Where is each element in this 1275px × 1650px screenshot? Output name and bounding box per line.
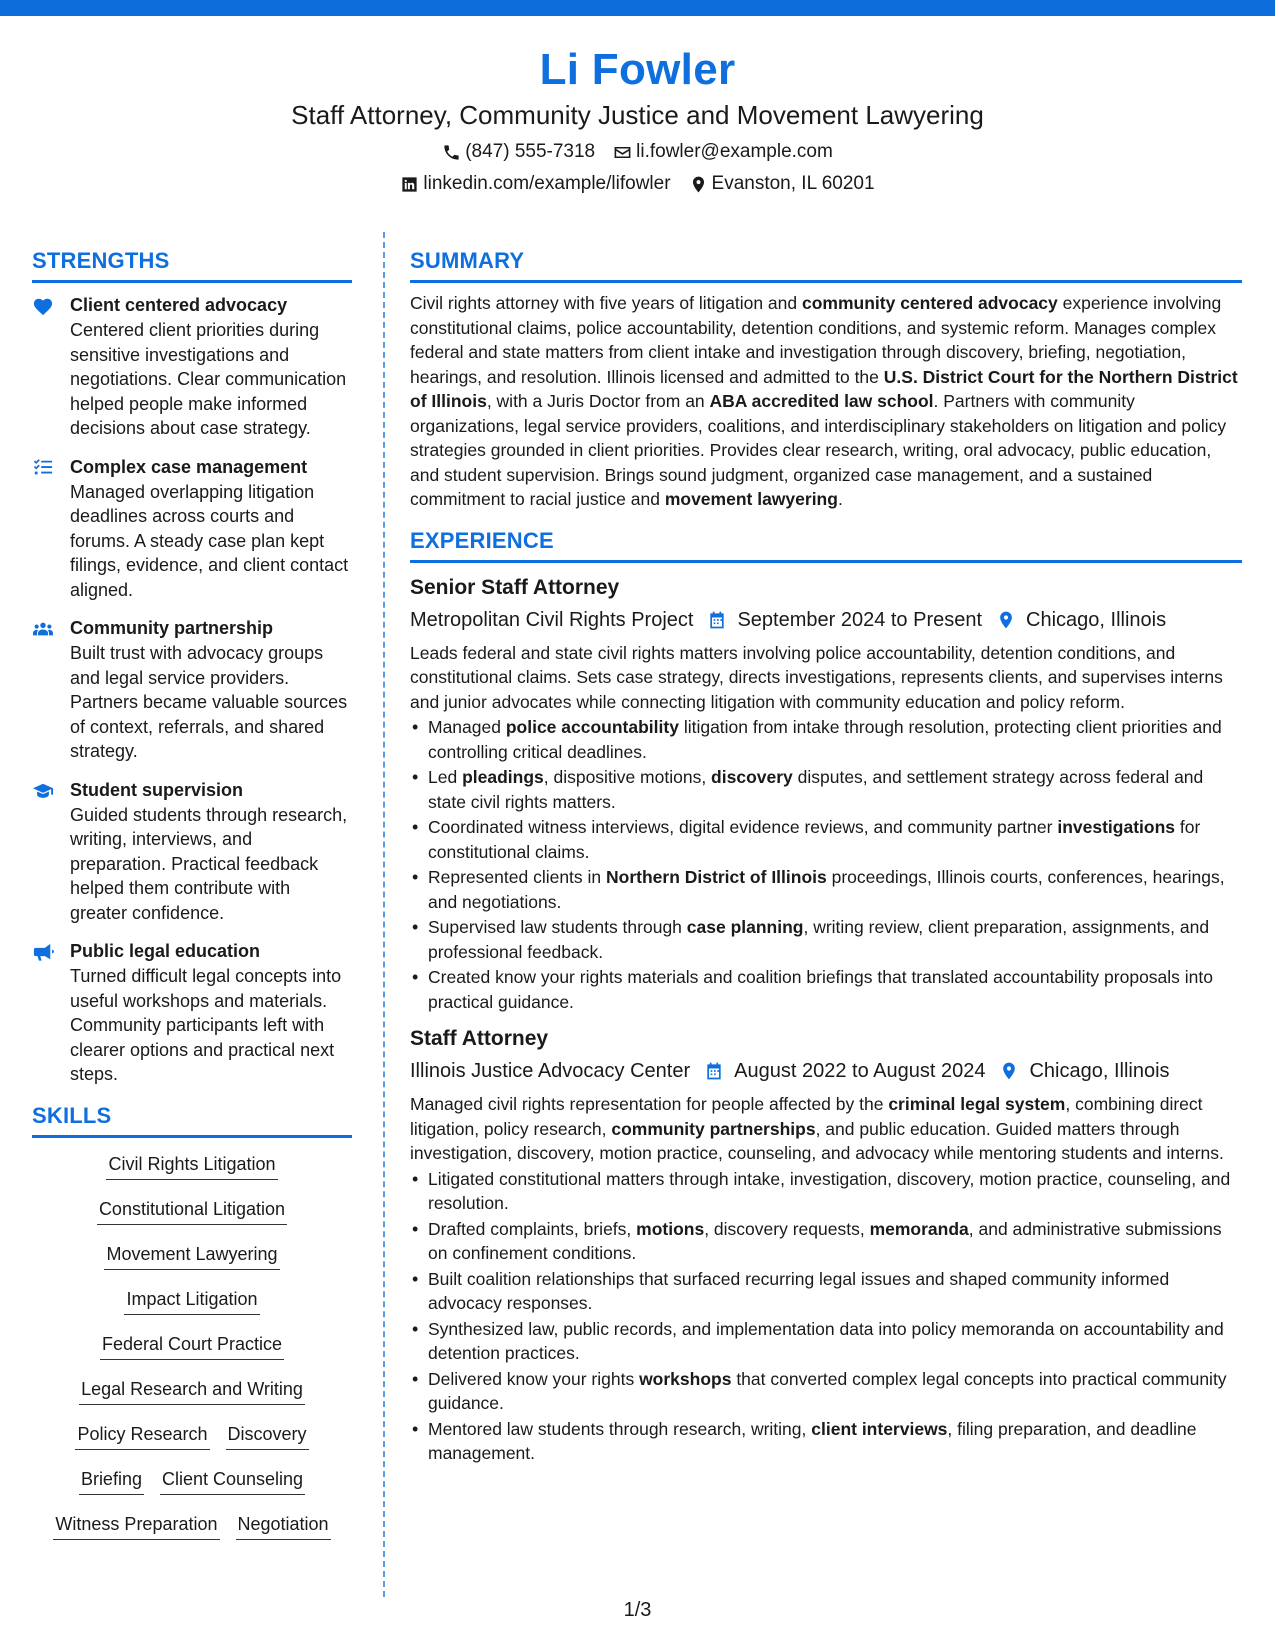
- bold-keyword: movement lawyering: [664, 489, 838, 509]
- job-dates-text: August 2022 to August 2024: [734, 1060, 986, 1082]
- map-pin-icon: [689, 175, 708, 194]
- strength-title: Client centered advocacy: [70, 295, 288, 315]
- email-contact[interactable]: [613, 138, 833, 166]
- strength-description: Guided students through research, writing, interviews, and preparation. Practical feedback helped them contribute with greater confidence.: [70, 804, 348, 923]
- bullet-item: • Created know your rights materials and coalition briefings that translated accountability proposals into practical guidance.: [410, 965, 1242, 1014]
- bold-keyword: motions: [636, 1218, 705, 1239]
- heart-icon: [32, 296, 54, 316]
- job-title: Staff Attorney: [410, 1027, 549, 1050]
- job-description: Managed civil rights representation for people affected by the criminal legal system, combining direct litigation, policy research, community partnerships, and public education. Guided matters through investigation, discovery, motion practice, counseling, and advocacy while mentoring students and interns.: [410, 1094, 1224, 1163]
- bullet-item: • Built coalition relationships that surfaced recurring legal issues and shaped community informed advocacy responses.: [410, 1267, 1242, 1316]
- bullet-item: • Managed police accountability litigation from intake through resolution, protecting client priorities and controlling critical deadlines.: [410, 715, 1242, 764]
- bold-keyword: investigations: [1057, 817, 1175, 837]
- location-text: Evanston, IL 60201: [711, 173, 875, 194]
- summary-heading: SUMMARY: [410, 246, 1242, 283]
- job-bullets: [410, 1167, 1242, 1466]
- megaphone-icon: [32, 942, 54, 962]
- skill-row: [32, 1197, 352, 1225]
- job-location-text: Chicago, Illinois: [1026, 608, 1167, 631]
- strength-title: Public legal education: [70, 941, 261, 961]
- phone-icon: [442, 143, 461, 162]
- job-bullets: [410, 715, 1242, 1014]
- job-description: Leads federal and state civil rights matters involving police accountability, detention conditions, and constitutional claims. Sets case strategy, directs investigations, represents clients, and supervises interns and junior advocates while connecting litigation with community education and policy reform.: [410, 642, 1223, 712]
- skill-tag: Movement Lawyering: [104, 1242, 279, 1270]
- bold-keyword: ABA accredited law school: [709, 391, 934, 411]
- strength-item: [32, 616, 352, 764]
- skill-row: [32, 1332, 352, 1360]
- calendar-icon: [704, 1061, 724, 1081]
- bold-keyword: U.S. District Court for the Northern District of Illinois: [410, 366, 1238, 411]
- job-meta: [410, 605, 1242, 635]
- skill-row: [32, 1242, 352, 1270]
- job-location-text: Chicago, Illinois: [1029, 1060, 1170, 1082]
- skill-tag: Constitutional Litigation: [97, 1197, 287, 1225]
- employer-name: Metropolitan Civil Rights Project: [410, 608, 694, 631]
- experience-heading: EXPERIENCE: [410, 526, 1242, 563]
- bold-keyword: case planning: [686, 917, 804, 937]
- bullet-item: • Coordinated witness interviews, digital evidence reviews, and community partner investigations for constitutional claims.: [410, 815, 1242, 864]
- contact-row-2: [0, 170, 1275, 198]
- skills-heading: SKILLS: [32, 1101, 352, 1138]
- checklist-icon: [32, 458, 54, 478]
- map-pin-icon: [996, 610, 1016, 630]
- bold-keyword: community partnerships: [611, 1118, 816, 1139]
- strength-title: Student supervision: [70, 779, 244, 800]
- calendar-icon: [707, 610, 727, 630]
- left-column: [32, 246, 352, 1557]
- job-dates-text: September 2024 to Present: [737, 608, 983, 631]
- job-entry: [410, 1024, 1242, 1466]
- strength-description: Turned difficult legal concepts into useful workshops and materials. Community participants left with clearer options and practical next steps.: [70, 966, 342, 1084]
- skill-tag: Federal Court Practice: [100, 1332, 284, 1360]
- candidate-name: Li Fowler: [539, 45, 736, 94]
- skills-list: [32, 1152, 352, 1540]
- skill-tag: Legal Research and Writing: [79, 1377, 305, 1405]
- candidate-title: Staff Attorney, Community Justice and Movement Lawyering: [291, 100, 984, 130]
- top-accent-bar: [0, 0, 1275, 16]
- phone-number: (847) 555-7318: [465, 141, 596, 162]
- location-contact: [689, 170, 875, 198]
- envelope-icon: [613, 143, 632, 162]
- bold-keyword: community centered advocacy: [801, 293, 1058, 313]
- bullet-item: • Delivered know your rights workshops that converted complex legal concepts into practical community guidance.: [410, 1367, 1242, 1416]
- skill-tag: Policy Research: [75, 1422, 209, 1450]
- summary-text: Civil rights attorney with five years of litigation and community centered advocacy experience involving constitutional claims, police accountability, detention conditions, and systemic reform. Manages complex federal and state matters from client intake and investigation through discovery, briefing, negotiation, hearings, and resolution. Illinois licensed and admitted to the U.S. District Court for the Northern District of Illinois, with a Juris Doctor from an ABA accredited law school. Partners with community organizations, legal service providers, coalitions, and interdisciplinary stakeholders on litigation and policy strategies grounded in client priorities. Provides clear research, writing, oral advocacy, public education, and student supervision. Brings sound judgment, organized case management, and a sustained commitment to racial justice and movement lawyering.: [410, 293, 1238, 509]
- strength-description: Managed overlapping litigation deadlines across courts and forums. A steady case plan kept filings, evidence, and client contact aligned.: [70, 481, 349, 600]
- skill-tag: Impact Litigation: [124, 1287, 259, 1315]
- bold-keyword: discovery: [711, 767, 793, 787]
- job-dates: [707, 605, 982, 635]
- skill-tag: Discovery: [226, 1422, 309, 1450]
- skill-tag: Civil Rights Litigation: [106, 1152, 277, 1180]
- email-address: li.fowler@example.com: [636, 141, 833, 162]
- right-column: [410, 246, 1242, 1466]
- bullet-item: • Mentored law students through research, writing, client interviews, filing preparation, and deadline management.: [410, 1417, 1242, 1466]
- skill-row: [32, 1512, 352, 1540]
- job-entry: [410, 573, 1242, 1015]
- bullet-item: • Litigated constitutional matters through intake, investigation, discovery, motion practice, counseling, and resolution.: [410, 1167, 1242, 1216]
- job-location: [999, 1056, 1169, 1086]
- job-meta: [410, 1056, 1242, 1086]
- contact-row-1: [0, 138, 1275, 166]
- bold-keyword: Northern District of Illinois: [606, 867, 827, 887]
- strength-item: [32, 778, 352, 926]
- strength-description: Built trust with advocacy groups and legal service providers. Partners became valuable sources of context, referrals, and shared strategy.: [70, 643, 348, 761]
- skill-row: [32, 1422, 352, 1450]
- bullet-item: • Drafted complaints, briefs, motions, discovery requests, memoranda, and administrative submissions on confinement conditions.: [410, 1217, 1242, 1266]
- bold-keyword: pleadings: [462, 767, 544, 787]
- job-title: Senior Staff Attorney: [410, 575, 620, 599]
- job-dates: [704, 1056, 985, 1086]
- bold-keyword: police accountability: [505, 717, 679, 737]
- skill-row: [32, 1467, 352, 1495]
- graduation-cap-icon: [32, 781, 54, 801]
- skill-tag: Negotiation: [236, 1512, 331, 1540]
- skill-row: [32, 1287, 352, 1315]
- column-divider: [383, 232, 385, 1597]
- employer-name: Illinois Justice Advocacy Center: [410, 1060, 691, 1082]
- strength-item: [32, 455, 352, 603]
- linkedin-contact[interactable]: [400, 170, 670, 198]
- strengths-list: [32, 293, 352, 1087]
- strength-title: Complex case management: [70, 456, 308, 477]
- skill-row: [32, 1377, 352, 1405]
- bold-keyword: criminal legal system: [888, 1094, 1066, 1114]
- bullet-item: • Led pleadings, dispositive motions, discovery disputes, and settlement strategy across federal and state civil rights matters.: [410, 765, 1242, 814]
- bullet-item: • Supervised law students through case planning, writing review, client preparation, assignments, and professional feedback.: [410, 915, 1242, 964]
- linkedin-url: linkedin.com/example/lifowler: [423, 173, 671, 194]
- bullet-item: • Synthesized law, public records, and implementation data into policy memoranda on accountability and detention practices.: [410, 1317, 1242, 1366]
- skill-row: [32, 1152, 352, 1180]
- skill-tag: Witness Preparation: [53, 1512, 219, 1540]
- strength-item: [32, 293, 352, 441]
- phone-contact[interactable]: [442, 138, 595, 166]
- bold-keyword: client interviews: [811, 1418, 948, 1439]
- strengths-heading: STRENGTHS: [32, 246, 352, 283]
- job-location: [996, 605, 1166, 635]
- bullet-item: • Represented clients in Northern District of Illinois proceedings, Illinois courts, conferences, hearings, and negotiations.: [410, 865, 1242, 914]
- people-group-icon: [32, 619, 54, 639]
- bold-keyword: memoranda: [869, 1218, 969, 1239]
- linkedin-icon: [400, 175, 419, 194]
- strength-item: [32, 939, 352, 1087]
- page-number: 1/3: [623, 1599, 652, 1621]
- strength-title: Community partnership: [70, 618, 274, 638]
- skill-tag: Briefing: [79, 1467, 144, 1495]
- strength-description: Centered client priorities during sensitive investigations and negotiations. Clear communication helped people make informed decisions about case strategy.: [70, 320, 347, 438]
- resume-header: [0, 44, 1275, 198]
- map-pin-icon: [999, 1061, 1019, 1081]
- bold-keyword: workshops: [639, 1368, 732, 1389]
- skill-tag: Client Counseling: [160, 1467, 305, 1495]
